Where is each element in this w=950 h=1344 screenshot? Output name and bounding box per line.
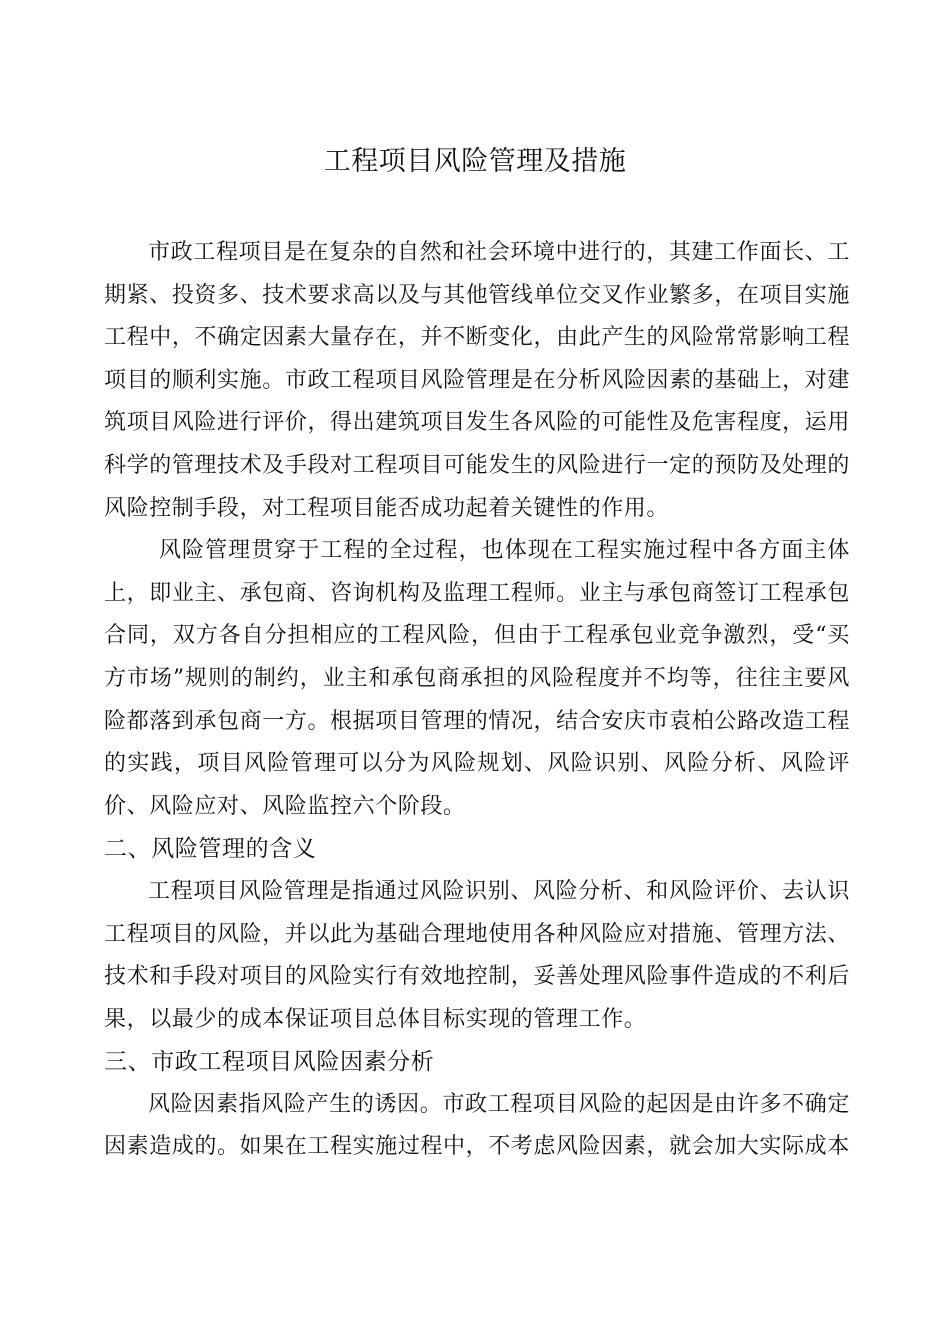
section-factors-paragraph: 风险因素指风险产生的诱因。市政工程项目风险的起因是由许多不确定因素造成的。如果在工程实施过程中，不考虑风险因素，就会加大实际成本: [104, 1091, 850, 1160]
risk-lifecycle-paragraph: 风险管理贯穿于工程的全过程，也体现在工程实施过程中各方面主体上，即业主、承包商、咨询机构及监理工程师。业主与承包商签订工程承包合同，双方各自分担相应的工程风险，但由于工程承包业竞争激烈，受“买方市场”规则的制约，业主和承包商承担的风险程度并不均等，往往主要风险都落到承包商一方。根据项目管理的情况，结合安庆市袁柏公路改造工程的实践，项目风险管理可以分为风险规划、风险识别、风险分析、风险评价、风险应对、风险监控六个阶段。: [104, 538, 850, 819]
intro-paragraph: 市政工程项目是在复杂的自然和社会环境中进行的，其建工作面长、工期紧、投资多、技术要求高以及与其他管线单位交叉作业繁多，在项目实施工程中，不确定因素大量存在，并不断变化，由此产生的风险常常影响工程项目的顺利实施。市政工程项目风险管理是在分析风险因素的基础上，对建筑项目风险进行评价，得出建筑项目发生各风险的可能性及危害程度，运用科学的管理技术及手段对工程项目可能发生的风险进行一定的预防及处理的风险控制手段，对工程项目能否成功起着关键性的作用。: [104, 240, 850, 521]
document-title: 工程项目风险管理及措施: [323, 146, 627, 177]
section-heading-factors: 三、市政工程项目风险因素分析: [104, 1049, 435, 1076]
section-heading-meaning: 二、风险管理的含义: [104, 836, 317, 863]
section-meaning-paragraph: 工程项目风险管理是指通过风险识别、风险分析、和风险评价、去认识工程项目的风险，并以此为基础合理地使用各种风险应对措施、管理方法、技术和手段对项目的风险实行有效地控制，妥善处理风险事件造成的不利后果，以最少的成本保证项目总体目标实现的管理工作。: [104, 878, 850, 1032]
document-body: [104, 232, 850, 1169]
